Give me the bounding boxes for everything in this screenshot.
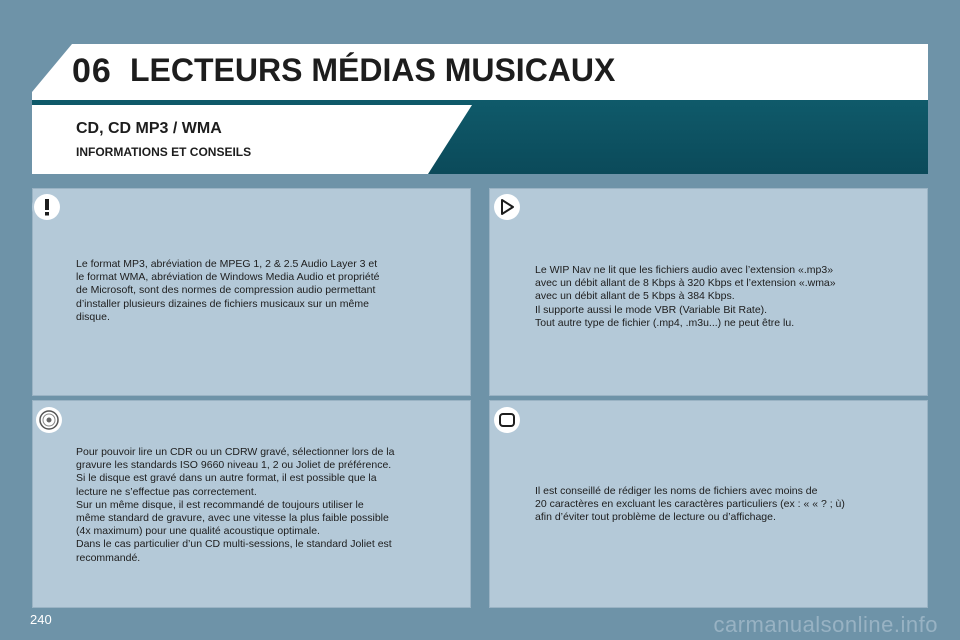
section-heading-box — [32, 105, 472, 174]
panel-text-cd-burning: Pour pouvoir lire un CDR ou un CDRW gravé, sélectionner lors de la gravure les standards ISO 9660 niveau 1, 2 ou Joliet de préférence. Si le disque est gravé dans un autre format, il est possible que la lecture ne s’effectue pas correctement. Sur un même disque, il est recommandé de toujours utiliser le même standard de gravure, avec une vitesse la plus faible possible (4x maximum) pour une qualité acoustique optimale. Dans le cas particulier d’un CD multi-sessions, le standard Joliet est recommandé. — [76, 446, 395, 564]
panel-text-file-names: Il est conseillé de rédiger les noms de fichiers avec moins de 20 caractères en excluant les caractères particuliers (ex : « « ? ; ù) afin d’éviter tout problème de lecture ou d’affichage. — [535, 485, 845, 524]
disc-icon — [36, 407, 62, 433]
rounded-square-icon — [494, 407, 520, 433]
chapter-number: 06 — [72, 52, 112, 90]
exclamation-icon — [34, 194, 60, 220]
section-subtitle: INFORMATIONS ET CONSEILS — [76, 145, 252, 159]
page-title: LECTEURS MÉDIAS MUSICAUX — [130, 52, 616, 88]
section-title: CD, CD MP3 / WMA — [76, 120, 222, 137]
play-triangle-icon — [494, 194, 520, 220]
page-number: 240 — [30, 612, 52, 627]
watermark: carmanualsonline.info — [713, 612, 938, 637]
panel-text-mp3-format: Le format MP3, abréviation de MPEG 1, 2 & 2.5 Audio Layer 3 et le format WMA, abréviation de Windows Media Audio et propriété de Microsoft, sont des normes de compression audio permettant d’installer plusieurs dizaines de fichiers musicaux sur un même disque. — [76, 258, 380, 323]
panel-text-supported-files: Le WIP Nav ne lit que les fichiers audio avec l’extension «.mp3» avec un débit allant de 8 Kbps à 320 Kbps et l’extension «.wma» avec un débit allant de 5 Kbps à 384 Kbps. Il supporte aussi le mode VBR (Variable Bit Rate). Tout autre type de fichier (.mp4, .m3u...) ne peut être lu. — [535, 264, 836, 329]
